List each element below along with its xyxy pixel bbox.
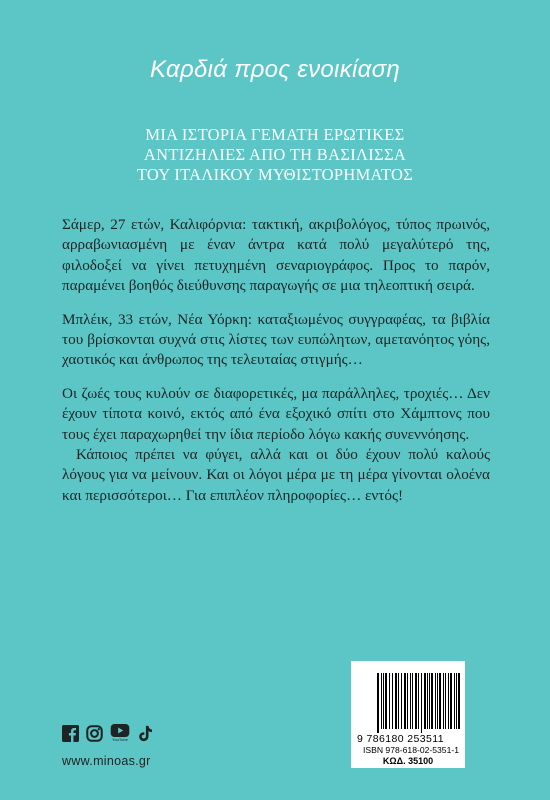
barcode-bar bbox=[392, 673, 393, 729]
book-title: Καρδιά προς ενοικίαση bbox=[149, 56, 401, 83]
barcode-bar bbox=[395, 673, 397, 729]
barcode-bar bbox=[421, 673, 422, 733]
instagram-icon[interactable] bbox=[86, 725, 103, 742]
blurb bbox=[62, 215, 490, 519]
barcode-bar bbox=[381, 673, 382, 729]
product-code: ΚΩΔ. 35100 bbox=[382, 756, 434, 766]
website-link[interactable]: www.minoas.gr bbox=[62, 754, 151, 768]
barcode bbox=[351, 661, 465, 768]
blurb-paragraph: Οι ζωές τους κυλούν σε διαφορετικές, μα παράλληλες, τροχιές… Δεν έχουν τίποτα κοινό, εκτός από ένα εξοχικό σπίτι στο Χάμπτονς που τους έχει παραχωρηθεί την ίδια περίοδο λόγω κακής συνεννόησης. bbox=[62, 384, 490, 443]
tagline-line: ΜΙΑ ΙΣΤΟΡΙΑ ΓΕΜΑΤΗ ΕΡΩΤΙΚΕΣ bbox=[145, 125, 405, 144]
barcode-bar bbox=[458, 673, 460, 729]
facebook-icon[interactable] bbox=[62, 725, 79, 742]
barcode-bar bbox=[448, 673, 449, 729]
tagline-line: ΤΟΥ ΙΤΑΛΙΚΟΥ ΜΥΘΙΣΤΟΡΗΜΑΤΟΣ bbox=[136, 165, 414, 184]
social-icons bbox=[62, 724, 154, 742]
barcode-bar bbox=[427, 673, 428, 729]
isbn: ISBN 978-618-02-5351-1 bbox=[362, 745, 460, 755]
tagline bbox=[60, 125, 490, 185]
barcode-bar bbox=[383, 673, 384, 729]
barcode-bar bbox=[445, 673, 446, 729]
blurb-paragraph: Μπλέικ, 33 ετών, Νέα Υόρκη: καταξιωμένος συγγραφέας, τα βιβλία του βρίσκονται συχνά στις λίστες των ευπώλητων, αμετανόητος γόης, χαοτικός και άνθρωπος της τελευταίας στιγμής… bbox=[62, 310, 490, 369]
barcode-bar bbox=[418, 673, 419, 729]
barcode-bar bbox=[431, 673, 433, 729]
barcode-bar bbox=[450, 673, 452, 729]
barcode-bar bbox=[439, 673, 441, 729]
barcode-bar bbox=[443, 673, 444, 729]
barcode-bar bbox=[429, 673, 430, 729]
barcode-bar bbox=[385, 673, 387, 729]
tagline-line: ΑΝΤΙΖΗΛΙΕΣ ΑΠΟ ΤΗ ΒΑΣΙΛΙΣΣΑ bbox=[143, 145, 407, 164]
barcode-bar bbox=[404, 673, 406, 729]
barcode-bar bbox=[456, 673, 457, 729]
barcode-bar bbox=[410, 673, 411, 729]
barcode-bar bbox=[389, 673, 390, 729]
barcode-bar bbox=[415, 673, 417, 729]
barcode-bar bbox=[437, 673, 438, 729]
barcode-bar bbox=[407, 673, 408, 729]
barcode-number: 9 786180 253511 bbox=[357, 733, 444, 745]
barcode-bar bbox=[435, 673, 436, 729]
barcode-bar bbox=[424, 673, 426, 729]
barcode-bar bbox=[398, 673, 399, 729]
blurb-paragraph: Σάμερ, 27 ετών, Καλιφόρνια: τακτική, ακριβολόγος, τύπος πρωινός, αρραβωνιασμένη με έναν άντρα κατά πολύ μεγαλύτερό της, φιλοδοξεί να γίνει πετυχημένη σεναριογράφος. Προς το παρόν, παραμένει βοηθός διεύθυνσης παραγωγής σε μια τηλεοπτική σειρά. bbox=[62, 216, 490, 295]
barcode-bar bbox=[454, 673, 455, 729]
youtube-label: YouTube bbox=[112, 737, 128, 742]
barcode-bar bbox=[377, 673, 379, 733]
tiktok-icon[interactable] bbox=[137, 725, 154, 742]
youtube-icon[interactable] bbox=[110, 724, 130, 742]
blurb-paragraph: Κάποιος πρέπει να φύγει, αλλά και οι δύο έχουν πολύ καλούς λόγους για να μείνουν. Και οι λόγοι μέρα με τη μέρα γίνονται ολοένα και περισσότεροι… Για επιπλέον πληροφορίες… εντός! bbox=[62, 446, 490, 504]
barcode-bar bbox=[412, 673, 413, 729]
barcode-bar bbox=[401, 673, 402, 729]
barcode-bars bbox=[377, 673, 463, 733]
